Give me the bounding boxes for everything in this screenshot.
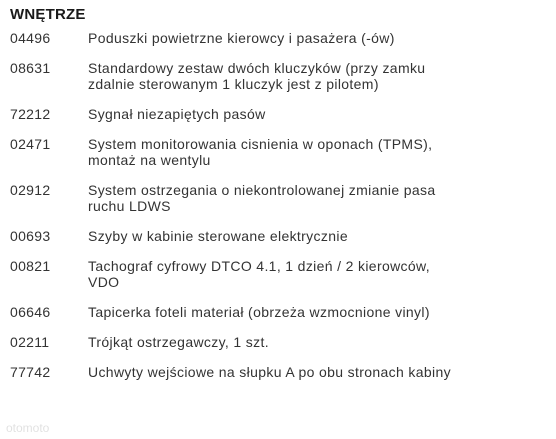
item-description: Tapicerka foteli materiał (obrzeża wzmocnione vinyl) bbox=[88, 304, 430, 320]
list-item bbox=[10, 60, 550, 92]
item-description: Poduszki powietrzne kierowcy i pasażera (-ów) bbox=[88, 30, 395, 46]
item-description: Tachograf cyfrowy DTCO 4.1, 1 dzień / 2 kierowców, VDO bbox=[88, 258, 430, 290]
item-code: 00821 bbox=[10, 258, 51, 274]
list-item bbox=[10, 364, 550, 380]
item-description: System ostrzegania o niekontrolowanej zmianie pasa ruchu LDWS bbox=[88, 182, 436, 214]
list-item bbox=[10, 258, 550, 290]
list-item bbox=[10, 182, 550, 214]
list-item bbox=[10, 106, 550, 122]
item-description: Szyby w kabinie sterowane elektrycznie bbox=[88, 228, 348, 244]
watermark-logo: otomoto bbox=[6, 421, 50, 435]
list-item bbox=[10, 334, 550, 350]
item-code: 06646 bbox=[10, 304, 51, 320]
item-description: System monitorowania cisnienia w oponach (TPMS), montaż na wentylu bbox=[88, 136, 433, 168]
item-code: 02471 bbox=[10, 136, 51, 152]
item-description: Standardowy zestaw dwóch kluczyków (przy zamku zdalnie sterowanym 1 kluczyk jest z pilotem) bbox=[88, 60, 426, 92]
item-description: Sygnał niezapiętych pasów bbox=[88, 106, 266, 122]
item-description: Trójkąt ostrzegawczy, 1 szt. bbox=[88, 334, 269, 350]
item-code: 72212 bbox=[10, 106, 51, 122]
item-code: 02912 bbox=[10, 182, 51, 198]
item-code: 04496 bbox=[10, 30, 51, 46]
list-item bbox=[10, 136, 550, 168]
item-description: Uchwyty wejściowe na słupku A po obu stronach kabiny bbox=[88, 364, 451, 380]
item-code: 08631 bbox=[10, 60, 51, 76]
equipment-list bbox=[10, 30, 550, 394]
section-title: WNĘTRZE bbox=[10, 6, 86, 23]
item-code: 02211 bbox=[10, 334, 50, 350]
list-item bbox=[10, 304, 550, 320]
item-code: 00693 bbox=[10, 228, 51, 244]
item-code: 77742 bbox=[10, 364, 51, 380]
list-item bbox=[10, 228, 550, 244]
list-item bbox=[10, 30, 550, 46]
